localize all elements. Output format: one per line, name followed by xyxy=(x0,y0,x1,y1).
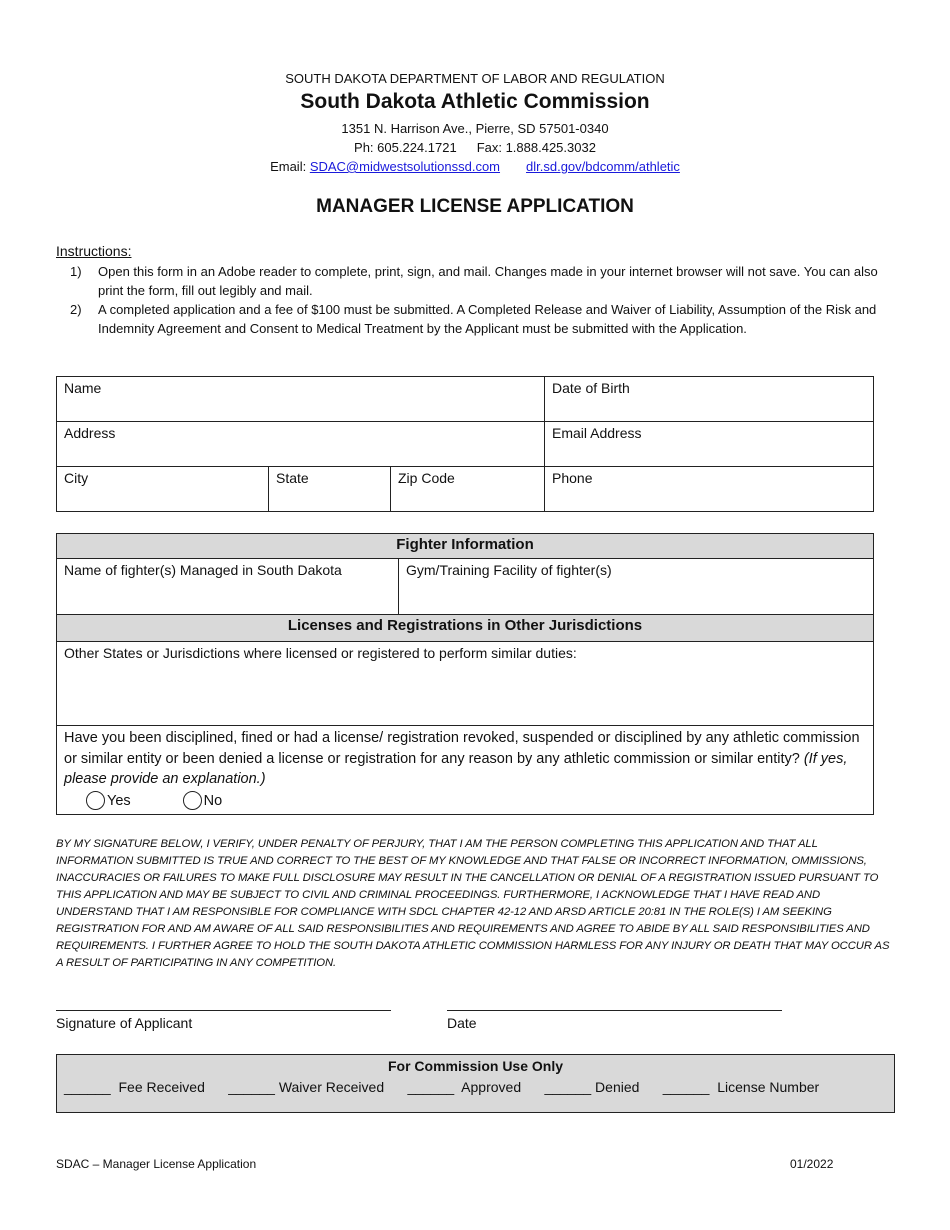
phone-field[interactable] xyxy=(545,467,874,512)
phone-number: Ph: 605.224.1721 xyxy=(354,140,457,155)
page-title: MANAGER LICENSE APPLICATION xyxy=(316,196,634,217)
phone-label: Phone xyxy=(552,470,593,486)
disciplined-question-cell xyxy=(57,726,874,815)
email-label: Email: xyxy=(270,159,310,174)
department-name: SOUTH DAKOTA DEPARTMENT OF LABOR AND REGULATION xyxy=(285,71,665,86)
email-link[interactable]: SDAC@midwestsolutionssd.com xyxy=(309,159,501,174)
name-field[interactable] xyxy=(57,377,545,422)
signature-line[interactable] xyxy=(56,1010,391,1011)
yes-radio[interactable] xyxy=(86,791,105,810)
disciplined-question: Have you been disciplined, fined or had a license/ registration revoked, suspended or disciplined by any athletic commission or similar entity or been denied a license or registration for any reason by any athletic commission or similar entity? xyxy=(64,730,860,767)
commission-address: 1351 N. Harrison Ave., Pierre, SD 57501-0340 xyxy=(341,121,609,136)
zip-label: Zip Code xyxy=(398,470,455,486)
commission-use-fields: ______ Fee Received ______ Waiver Received ______ Approved ______ Denied ______ License Number xyxy=(64,1079,820,1095)
no-radio[interactable] xyxy=(183,791,202,810)
instruction-number: 1) xyxy=(70,264,82,279)
state-field[interactable] xyxy=(269,467,391,512)
gym-label: Gym/Training Facility of fighter(s) xyxy=(406,562,612,578)
city-label: City xyxy=(64,470,89,486)
website-link[interactable]: dlr.sd.gov/bdcomm/athletic xyxy=(526,159,680,174)
instruction-number: 2) xyxy=(70,302,82,317)
contact-phone-fax xyxy=(0,140,950,155)
instruction-item xyxy=(56,262,886,300)
licenses-heading: Licenses and Registrations in Other Jurisdictions xyxy=(57,615,874,642)
contact-email-web xyxy=(0,159,950,174)
instructions-heading: Instructions: xyxy=(56,243,132,259)
instruction-item xyxy=(56,300,886,338)
name-label: Name xyxy=(64,380,102,396)
email-field[interactable] xyxy=(545,422,874,467)
city-field[interactable] xyxy=(57,467,269,512)
footer-form-name: SDAC – Manager License Application xyxy=(56,1157,257,1171)
disciplined-radio-group xyxy=(64,791,866,812)
other-jurisdictions-label: Other States or Jurisdictions where licensed or registered to perform similar duties: xyxy=(64,645,577,661)
commission-use-heading: For Commission Use Only xyxy=(387,1058,564,1074)
legal-declaration: BY MY SIGNATURE BELOW, I VERIFY, UNDER PENALTY OF PERJURY, THAT I AM THE PERSON COMPLETING THIS APPLICATION AND THAT ALL INFORMATION SUBMITTED IS TRUE AND CORRECT TO THE BEST OF MY KNOWLEDGE AND THAT FALSE OR INCORRECT INFORMATION, OMMISSIONS, INACCURACIES OR FAILURES TO MAKE FULL DISCLOSURE MAY RESULT IN THE CANCELLATION OR DENIAL OF A REGISTRATION ISSUED PURSUANT TO THIS APPLICATION AND MAY BE SUBJECT TO CIVIL AND CRIMINAL PROCEEDINGS. FURTHERMORE, I ACKNOWLEDGE THAT I HAVE READ AND UNDERSTAND THAT I AM RESPONSIBLE FOR COMPLIANCE WITH SDCL CHAPTER 42-12 AND ARSD ARTICLE 20:81 IN THE ROLE(S) I AM SEEKING REGISTRATION FOR AND AM AWARE OF ALL SAID RESPONSIBILITIES AND REQUIREMENTS AND AGREE TO ABIDE BY ALL SAID RESPONSIBILITIES AND REQUIREMENTS. I FURTHER AGREE TO HOLD THE SOUTH DAKOTA ATHLETIC COMMISSION HARMLESS FOR ANY INJURY OR DEATH THAT MAY OCCUR AS A RESULT OF PARTICIPATING IN ANY COMPETITION. xyxy=(56,838,890,969)
fighter-info-heading: Fighter Information xyxy=(57,534,874,559)
dob-label: Date of Birth xyxy=(552,380,630,396)
zip-field[interactable] xyxy=(391,467,545,512)
signature-label: Signature of Applicant xyxy=(56,1015,193,1031)
email-address-label: Email Address xyxy=(552,425,642,441)
fighter-license-table xyxy=(56,533,874,815)
no-label: No xyxy=(203,792,223,809)
commission-name: South Dakota Athletic Commission xyxy=(300,90,650,113)
gym-field[interactable] xyxy=(399,559,874,615)
address-field[interactable] xyxy=(57,422,545,467)
yes-label: Yes xyxy=(107,792,131,809)
applicant-info-table xyxy=(56,376,874,512)
footer-revision-date: 01/2022 xyxy=(790,1157,834,1171)
fighter-names-field[interactable] xyxy=(57,559,399,615)
instruction-text: A completed application and a fee of $100 must be submitted. A Completed Release and Waiver of Liability, Assumption of the Risk and Indemnity Agreement and Consent to Medical Treatment by the Applicant must be submitted with the Application. xyxy=(98,302,877,336)
state-label: State xyxy=(276,470,309,486)
address-label: Address xyxy=(64,425,116,441)
fighter-names-label: Name of fighter(s) Managed in South Dakota xyxy=(64,562,342,578)
instruction-text: Open this form in an Adobe reader to complete, print, sign, and mail. Changes made in your internet browser will not save. You can also print the form, fill out legibly and mail. xyxy=(98,264,878,298)
fax-number: Fax: 1.888.425.3032 xyxy=(476,140,596,155)
other-jurisdictions-field[interactable] xyxy=(57,642,874,726)
dob-field[interactable] xyxy=(545,377,874,422)
date-line[interactable] xyxy=(447,1010,782,1011)
instructions-list xyxy=(56,262,886,338)
disciplined-note: (If yes, please provide an explanation.) xyxy=(64,750,848,787)
commission-use-box xyxy=(56,1054,895,1113)
date-label: Date xyxy=(447,1015,477,1031)
